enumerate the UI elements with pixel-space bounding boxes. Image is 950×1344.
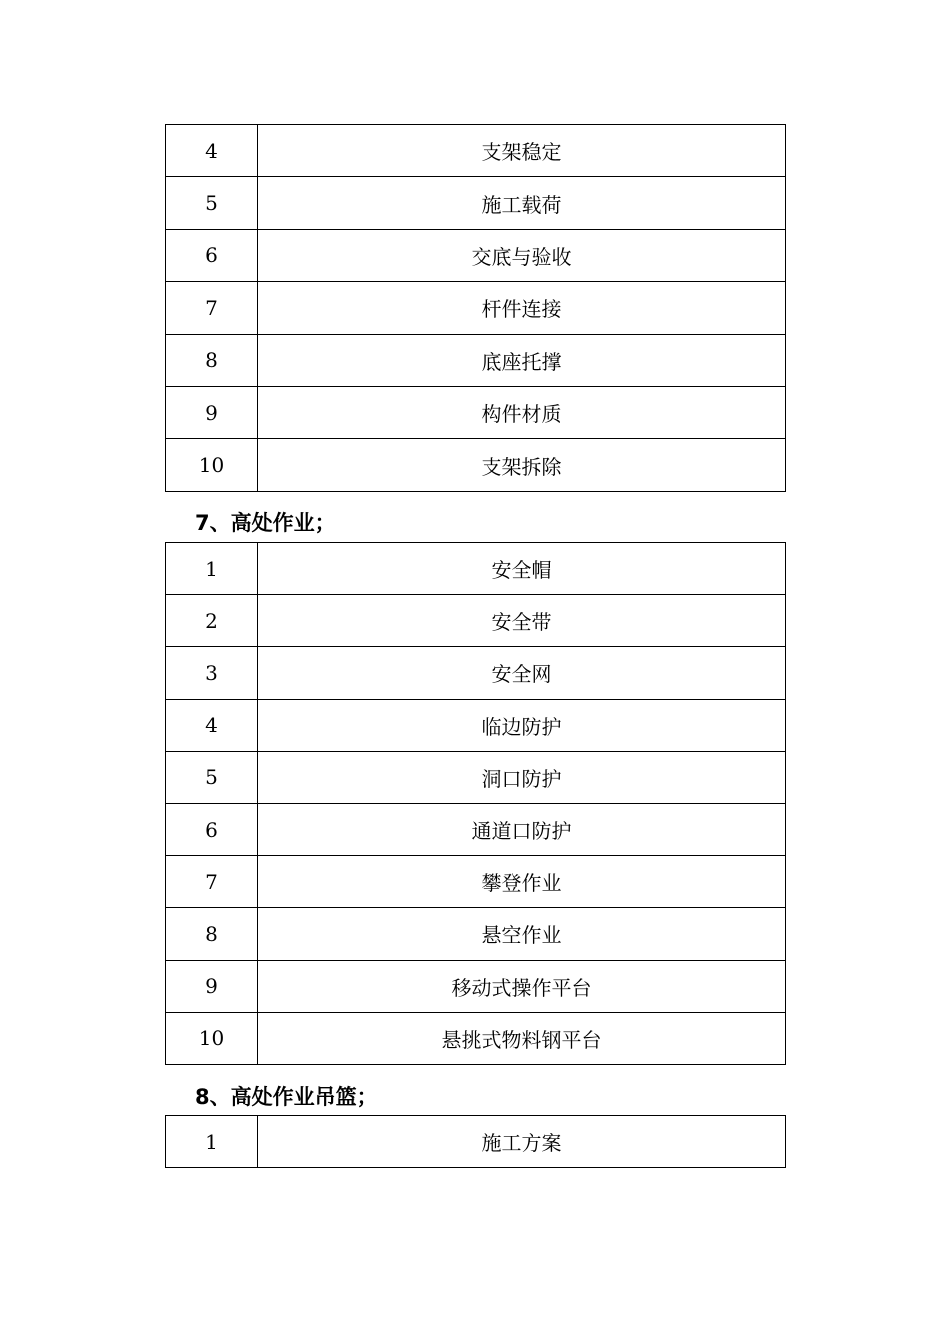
row-number: 5	[166, 177, 258, 229]
row-item: 交底与验收	[258, 229, 786, 281]
row-item: 支架稳定	[258, 125, 786, 177]
row-number: 2	[166, 595, 258, 647]
row-item: 施工载荷	[258, 177, 786, 229]
row-item: 洞口防护	[258, 751, 786, 803]
row-number: 1	[166, 1116, 258, 1168]
row-item: 安全帽	[258, 543, 786, 595]
table-row	[166, 647, 786, 699]
table-row	[166, 699, 786, 751]
table-row	[166, 595, 786, 647]
row-item: 悬空作业	[258, 908, 786, 960]
table-row	[166, 229, 786, 281]
row-item: 通道口防护	[258, 803, 786, 855]
row-item: 临边防护	[258, 699, 786, 751]
table-row	[166, 960, 786, 1012]
table-row	[166, 439, 786, 491]
section-heading-suspended-platform: 8、高处作业吊篮；	[195, 1085, 378, 1109]
row-number: 5	[166, 751, 258, 803]
row-item: 移动式操作平台	[258, 960, 786, 1012]
row-number: 3	[166, 647, 258, 699]
table-row	[166, 751, 786, 803]
table-suspended-platform	[165, 1115, 786, 1168]
row-item: 安全网	[258, 647, 786, 699]
table-row	[166, 543, 786, 595]
table-row	[166, 1116, 786, 1168]
row-item: 底座托撑	[258, 334, 786, 386]
row-number: 6	[166, 229, 258, 281]
row-item: 构件材质	[258, 386, 786, 438]
row-number: 8	[166, 334, 258, 386]
table-scaffold-support	[165, 124, 786, 492]
table-row	[166, 386, 786, 438]
row-number: 9	[166, 960, 258, 1012]
row-number: 6	[166, 803, 258, 855]
table-row	[166, 282, 786, 334]
table-row	[166, 334, 786, 386]
row-item: 杆件连接	[258, 282, 786, 334]
row-number: 7	[166, 856, 258, 908]
row-number: 10	[166, 1012, 258, 1064]
table-row	[166, 125, 786, 177]
row-number: 4	[166, 125, 258, 177]
table-row	[166, 1012, 786, 1064]
row-item: 安全带	[258, 595, 786, 647]
row-item: 施工方案	[258, 1116, 786, 1168]
row-item: 攀登作业	[258, 856, 786, 908]
row-number: 7	[166, 282, 258, 334]
table-row	[166, 908, 786, 960]
table-row	[166, 177, 786, 229]
table-row	[166, 803, 786, 855]
row-number: 8	[166, 908, 258, 960]
row-number: 9	[166, 386, 258, 438]
table-row	[166, 856, 786, 908]
row-number: 4	[166, 699, 258, 751]
section-heading-high-altitude-work: 7、高处作业；	[195, 511, 336, 535]
row-number: 10	[166, 439, 258, 491]
row-item: 支架拆除	[258, 439, 786, 491]
row-number: 1	[166, 543, 258, 595]
table-high-altitude-work	[165, 542, 786, 1065]
row-item: 悬挑式物料钢平台	[258, 1012, 786, 1064]
